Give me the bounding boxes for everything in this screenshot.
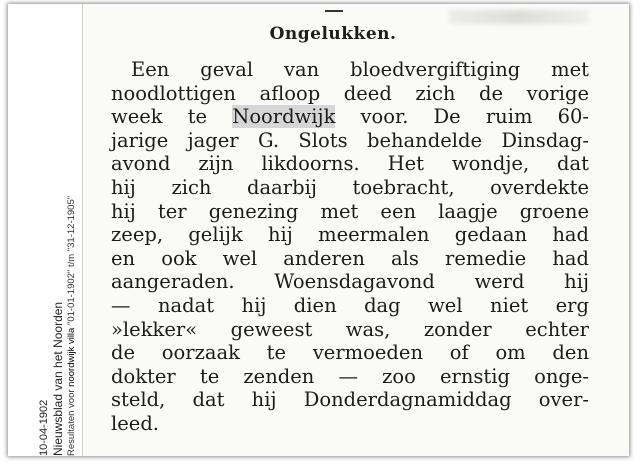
article-heading: Ongelukken. <box>269 24 397 44</box>
article-line: en ook wel anderen als remedie had <box>111 246 589 270</box>
article-clipping-frame <box>8 4 629 456</box>
article-line: leed. <box>111 411 159 435</box>
article-line <box>111 105 589 129</box>
search-highlight: Noordwijk <box>232 105 336 129</box>
article-line: hij ter genezing met een laagje groene <box>111 199 589 223</box>
results-range: "01-01-1902" t/m "31-12-1905" <box>66 195 77 328</box>
results-prefix: Resultaten voor <box>66 386 77 456</box>
article-line: aangeraden. Woensdagavond werd hij <box>111 270 589 294</box>
article-line: »lekker« geweest was, zonder echter <box>111 317 589 341</box>
newspaper-name: Nieuwsblad van het Noorden <box>51 301 65 456</box>
article-line: jarige jager G. Slots behandelde Dinsdag- <box>111 128 589 152</box>
line-text-after: voor. De ruim 60- <box>335 105 589 129</box>
newspaper-scan <box>83 4 629 456</box>
section-divider <box>325 10 343 12</box>
article-line: — nadat hij dien dag wel niet erg <box>111 293 589 317</box>
publication-date: 10-04-1902 <box>38 399 50 456</box>
article-line: avond zijn likdoorns. Het wondje, dat <box>111 152 589 176</box>
article-line: de oorzaak te vermoeden of om den <box>111 341 589 365</box>
caption-strip <box>8 4 83 456</box>
article-body <box>111 58 589 436</box>
article-line: hij zich daarbij toebracht, overdekte <box>111 175 589 199</box>
article-line: steld, dat hij Donderdagnamiddag over- <box>111 388 589 412</box>
results-query: noordwijk villa <box>66 327 77 387</box>
search-results-note <box>66 196 77 456</box>
faded-print-area <box>449 10 589 24</box>
article-line: dokter te zenden — zoo ernstig onge- <box>111 364 589 388</box>
article-line: zeep, gelijk hij meermalen gedaan had <box>111 223 589 247</box>
rotated-caption <box>8 4 82 456</box>
line-text-before: week te <box>111 105 233 129</box>
article-line: noodlottigen afloop deed zich de vorige <box>111 81 589 105</box>
article-line: Een geval van bloedvergiftiging met <box>131 58 589 81</box>
